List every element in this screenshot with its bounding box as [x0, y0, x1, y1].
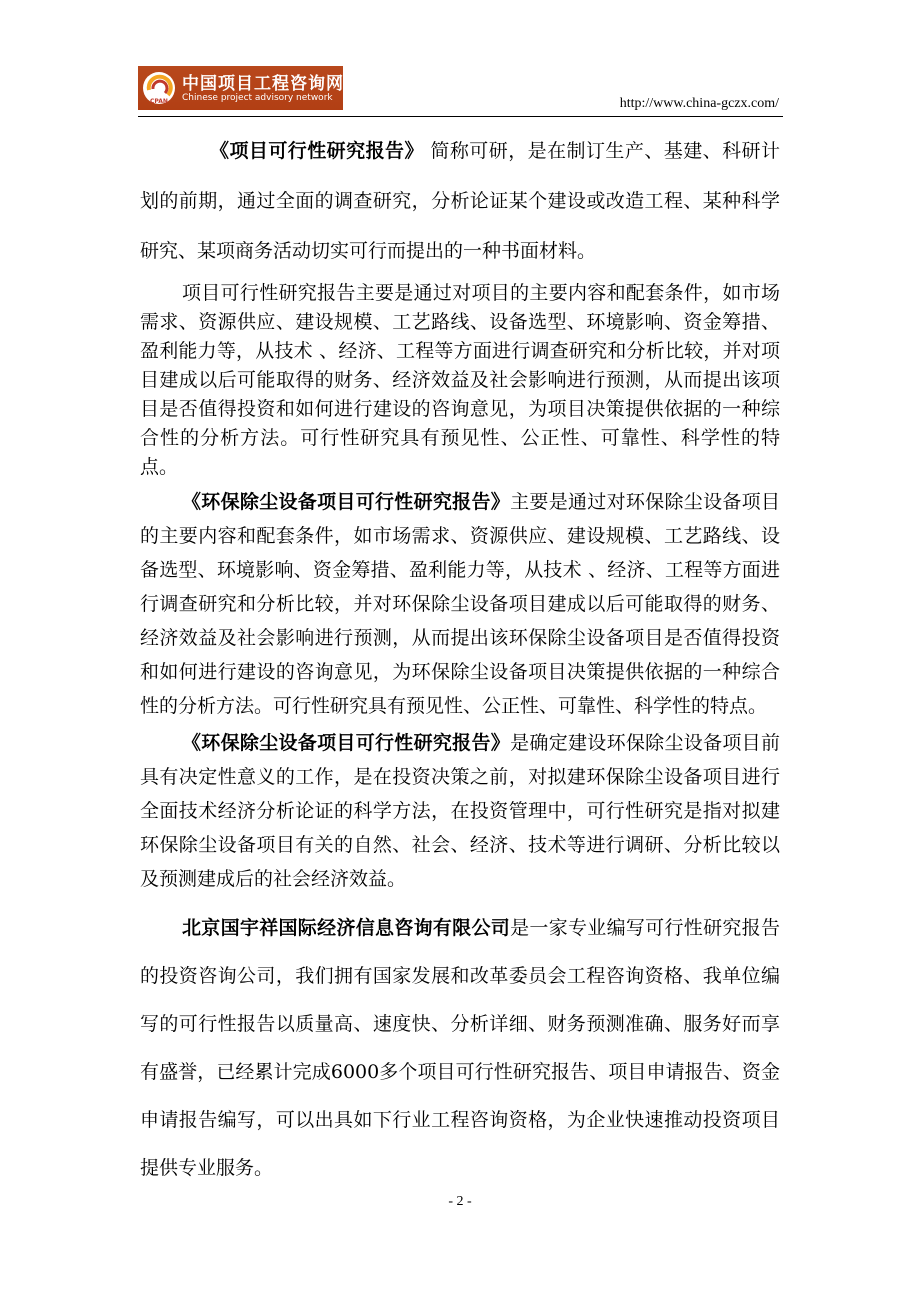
- site-url-link[interactable]: http://www.china-gczx.com/: [619, 96, 779, 111]
- definition-text: 项目可行性研究报告主要是通过对项目的主要内容和配套条件，如市场需求、资源供应、建设规模、工艺路线、设备选型、环境影响、资金筹措、盈利能力等，从技术 、经济、工程等方面进行调查研究和分析比较，并对项目建成以后可能取得的财务、经济效益及社会影响进行预测，从而提出该项目是否值得投资和如何进行建设的咨询意见，为项目决策提供依据的一种综合性的分析方法。可行性研究具有预见性、公正性、可靠性、科学性的特点。: [140, 282, 780, 478]
- significance-text: 是确定建设环保除尘设备项目前具有决定性意义的工作，是在投资决策之前，对拟建环保除尘设备项目进行全面技术经济分析论证的科学方法，在投资管理中，可行性研究是指对拟建环保除尘设备项目有关的自然、社会、经济、技术等进行调研、分析比较以及预测建成后的社会经济效益。: [140, 732, 780, 890]
- paragraph-definition: [140, 279, 780, 482]
- paragraph-company: [140, 904, 780, 1192]
- page-number: - 2 -: [448, 1194, 472, 1209]
- project-report-text: 主要是通过对环保除尘设备项目的主要内容和配套条件，如市场需求、资源供应、建设规模、工艺路线、设备选型、环境影响、资金筹措、盈利能力等，从技术 、经济、工程等方面进行调查研究和分析比较，并对环保除尘设备项目建成以后可能取得的财务、经济效益及社会影响进行预测，从而提出该环保除尘设备项目是否值得投资和如何进行建设的咨询意见，为环保除尘设备项目决策提供依据的一种综合性的分析方法。可行性研究具有预见性、公正性、可靠性、科学性的特点。: [140, 491, 780, 717]
- logo-title-cn: 中国项目工程咨询网: [182, 74, 344, 94]
- site-logo[interactable]: [138, 66, 343, 110]
- paragraph-significance: [140, 726, 780, 896]
- document-body: [140, 126, 780, 1192]
- page-header: [138, 66, 783, 118]
- paragraph-intro: [140, 126, 780, 276]
- company-text: 是一家专业编写可行性研究报告的投资咨询公司，我们拥有国家发展和改革委员会工程咨询资格、我单位编写的可行性报告以质量高、速度快、分析详细、财务预测准确、服务好而享有盛誉，已经累计完成6000多个项目可行性研究报告、项目申请报告、资金申请报告编写，可以出具如下行业工程咨询资格，为企业快速推动投资项目提供专业服务。: [140, 917, 780, 1179]
- header-divider: [138, 116, 783, 117]
- intro-title: 《项目可行性研究报告》: [210, 140, 424, 162]
- logo-title-en: Chinese project advisory network: [182, 93, 333, 103]
- significance-title: 《环保除尘设备项目可行性研究报告》: [182, 732, 511, 754]
- company-name: 北京国宇祥国际经济信息咨询有限公司: [182, 917, 511, 939]
- intro-text: 简称可研，是在制订生产、基建、科研计划的前期，通过全面的调查研究，分析论证某个建设或改造工程、某种科学研究、某项商务活动切实可行而提出的一种书面材料。: [140, 140, 780, 262]
- logo-emblem-icon: [141, 70, 177, 106]
- paragraph-project-report: [140, 485, 780, 723]
- logo-badge: CPAN: [150, 98, 168, 105]
- project-report-title: 《环保除尘设备项目可行性研究报告》: [182, 491, 511, 513]
